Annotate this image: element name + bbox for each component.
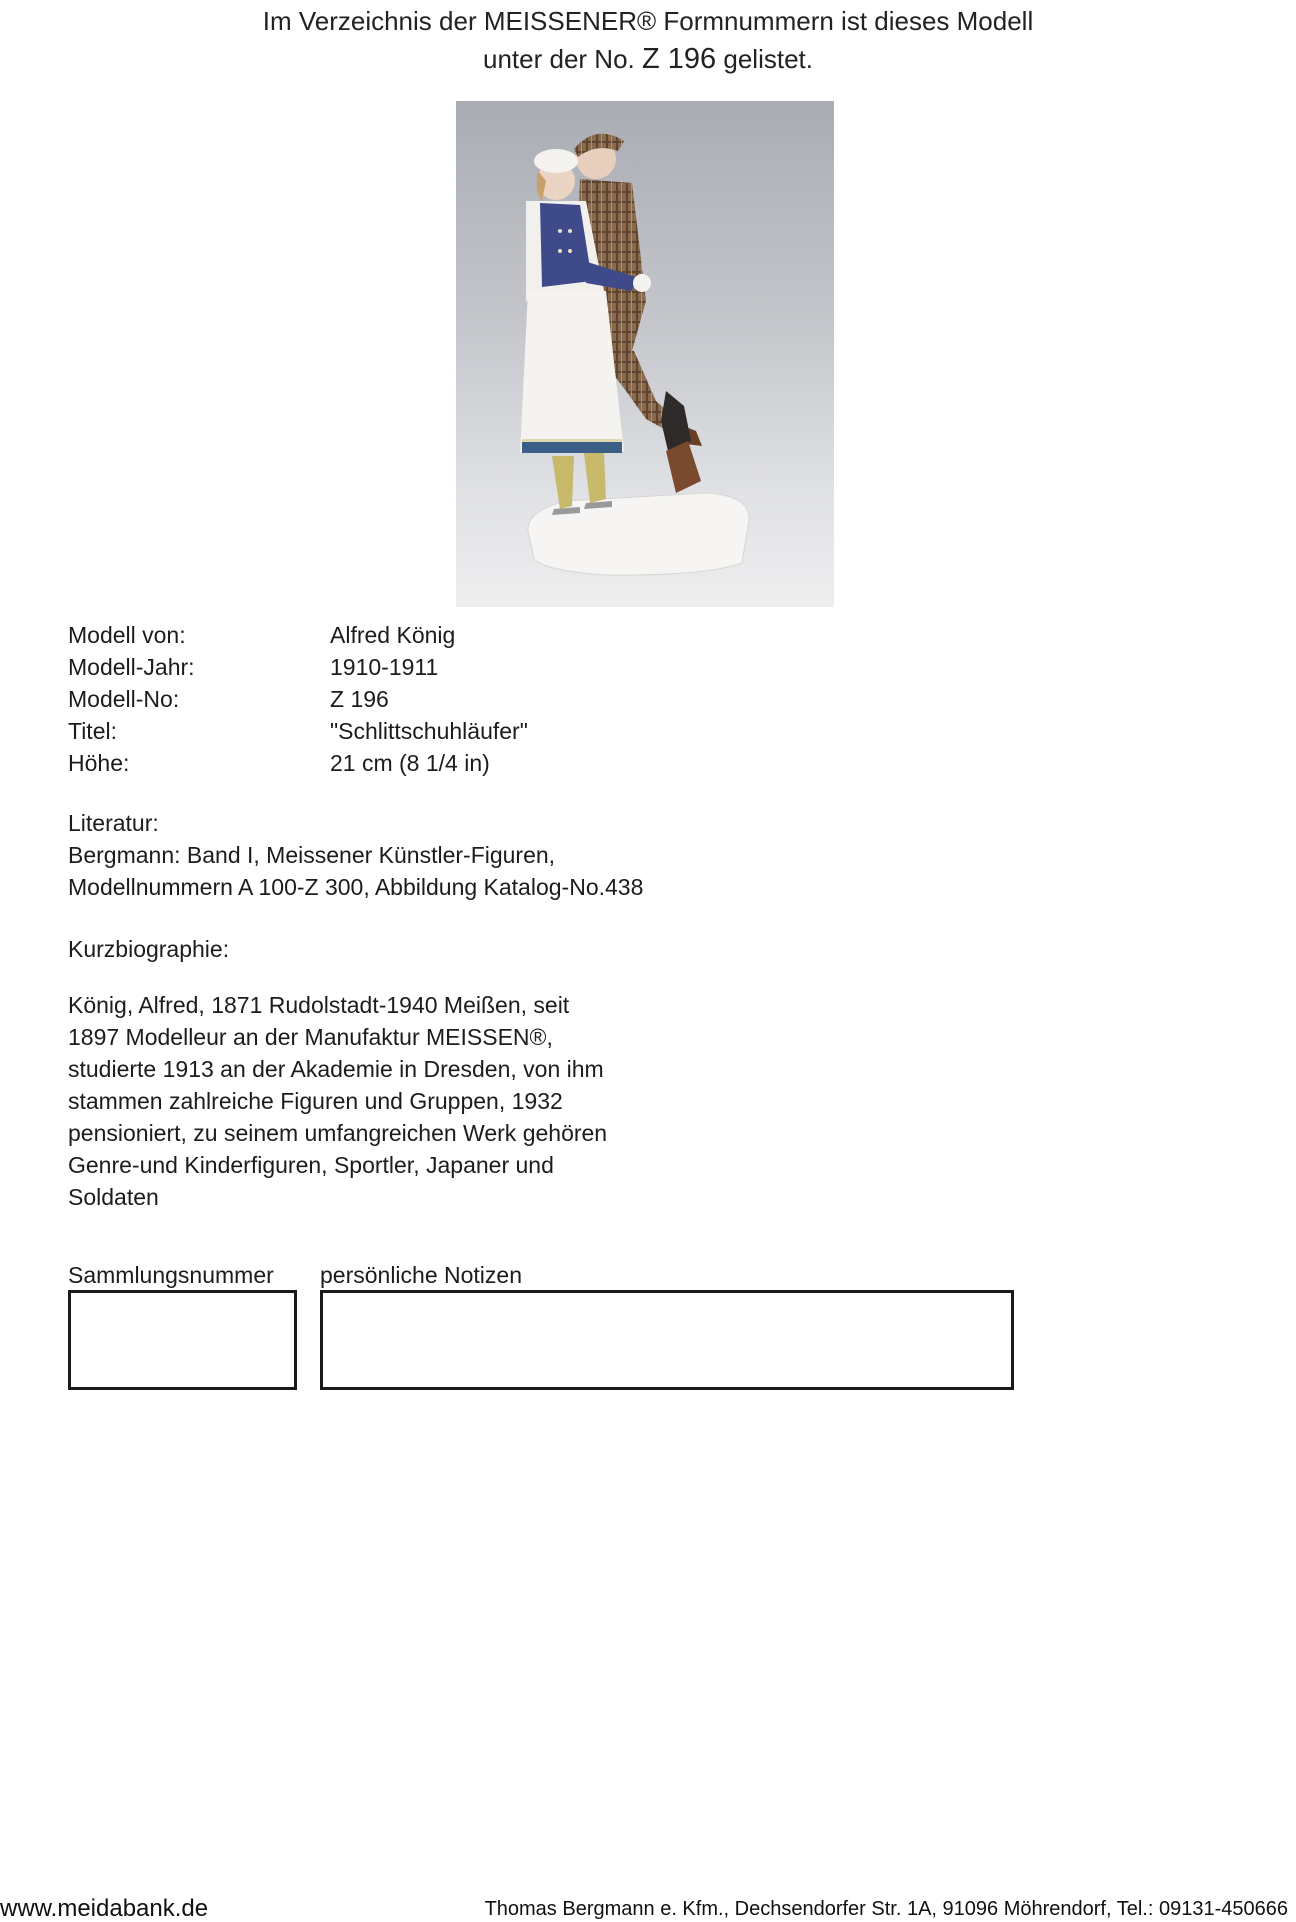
fact-row-modell-jahr <box>68 651 528 683</box>
footer-address: Thomas Bergmann e. Kfm., Dechsendorfer Str. 1A, 91096 Möhrendorf, Tel.: 09131-450666 <box>484 1898 1288 1920</box>
header-suffix: gelistet. <box>723 44 813 74</box>
fact-row-modell-no <box>68 683 528 715</box>
model-facts <box>68 619 528 779</box>
literature-heading: Literatur: <box>68 810 159 836</box>
fact-value: Z 196 <box>330 686 389 712</box>
notizen-label: persönliche Notizen <box>320 1262 523 1288</box>
bio-line: pensioniert, zu seinem umfangreichen Werk gehören <box>68 1120 608 1146</box>
bio-line: studierte 1913 an der Akademie in Dresden, von ihm <box>68 1056 604 1082</box>
header-line-1: Im Verzeichnis der MEISSENER® Formnummern ist dieses Modell <box>262 6 1034 36</box>
header-line-2 <box>0 40 1296 78</box>
fact-label: Modell-No: <box>68 686 180 712</box>
bio-line: König, Alfred, 1871 Rudolstadt-1940 Meißen, seit <box>68 992 570 1018</box>
bio-line: Genre-und Kinderfiguren, Sportler, Japaner und <box>68 1152 554 1178</box>
bio-line: 1897 Modelleur an der Manufaktur MEISSEN®, <box>68 1024 553 1050</box>
fact-label: Modell-Jahr: <box>68 654 195 680</box>
page-header <box>0 2 1296 78</box>
fact-row-titel <box>68 715 528 747</box>
fact-label: Modell von: <box>68 622 186 648</box>
header-model-number: Z 196 <box>641 43 717 75</box>
bio-line: stammen zahlreiche Figuren und Gruppen, 1932 <box>68 1088 563 1114</box>
fact-label: Titel: <box>68 718 117 744</box>
notizen-field[interactable] <box>320 1290 1014 1390</box>
footer-website: www.meidabank.de <box>0 1895 209 1922</box>
fact-value: "Schlittschuhläufer" <box>330 718 528 744</box>
literature-line-1: Bergmann: Band I, Meissener Künstler-Figuren, <box>68 842 556 868</box>
literature-line-2: Modellnummern A 100-Z 300, Abbildung Katalog-No.438 <box>68 874 644 900</box>
fact-value: 21 cm (8 1/4 in) <box>330 750 490 776</box>
fact-value: 1910-1911 <box>330 654 439 680</box>
fact-label: Höhe: <box>68 750 130 776</box>
literature-section <box>68 807 643 903</box>
fact-value: Alfred König <box>330 622 456 648</box>
header-prefix: unter der No. <box>483 44 635 74</box>
sammlungsnummer-field[interactable] <box>68 1290 297 1390</box>
bio-line: Soldaten <box>68 1184 159 1210</box>
fact-row-hoehe <box>68 747 528 779</box>
sammlungsnummer-label: Sammlungsnummer <box>68 1262 274 1288</box>
bio-text <box>68 989 688 1213</box>
fact-row-modell-von <box>68 619 528 651</box>
bio-heading: Kurzbiographie: <box>68 936 230 962</box>
figurine-photo <box>456 101 834 607</box>
